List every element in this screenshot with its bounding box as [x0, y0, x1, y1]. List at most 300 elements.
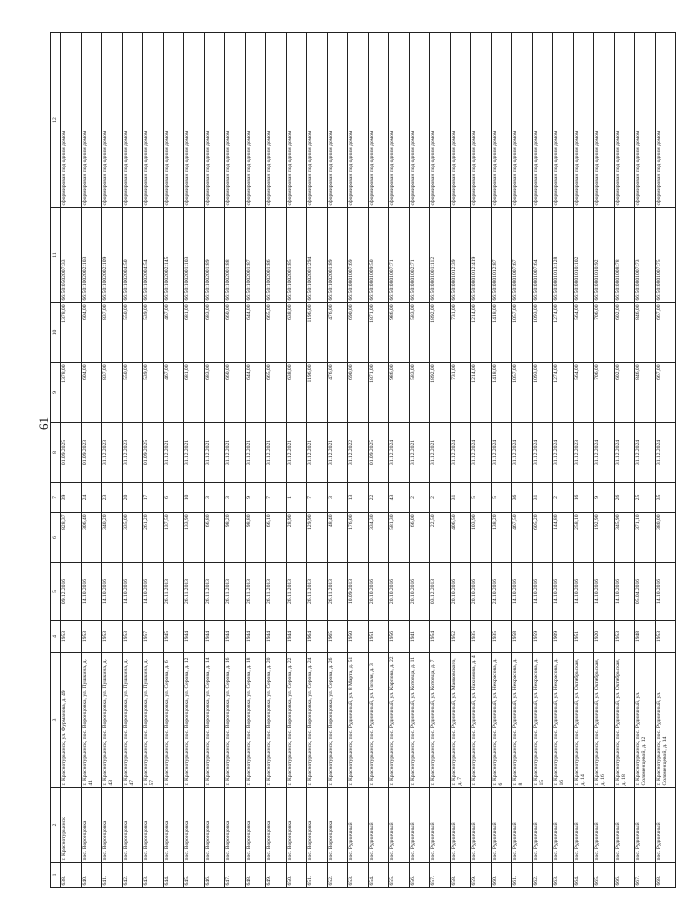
cell-cadastral-number: 66:50:1002001:294 [307, 208, 328, 303]
cell-settlement: пос. Рудничный [532, 788, 553, 863]
cell-row-number: 664. [573, 863, 594, 888]
cell-date: 09.12.2016 [61, 563, 82, 621]
cell-deadline: 01.09.2025 [368, 423, 389, 483]
cell-deadline: 31.12.2023 [122, 423, 143, 483]
cell-address: г. Краснотурьинск, пос. Воронцовка, ул. Серова, д. 24 [307, 653, 328, 788]
cell-settlement: г. Краснотурьинск [61, 788, 82, 863]
cell-residents: 43 [389, 483, 410, 513]
cell-deadline: 31.12.2023 [573, 423, 594, 483]
cell-row-number: 645. [184, 863, 205, 888]
cell-address: г. Краснотурьинск, пос. Рудничный, ул. Гоголя, д. 3 [368, 653, 389, 788]
cell-area: 605,20 [532, 513, 553, 563]
cell-cost-b: 731,00 [450, 303, 471, 363]
cell-cost-b: 602,00 [614, 303, 635, 363]
cell-deadline: 31.12.2021 [163, 423, 184, 483]
cell-date: 26.11.2013 [266, 563, 287, 621]
cell-date: 26.11.2013 [307, 563, 328, 621]
cell-area: 406,50 [450, 513, 471, 563]
cell-date: 26.11.2013 [327, 563, 348, 621]
cell-note: сформирован под одним домом [245, 33, 266, 208]
cell-note: сформирован под одним домом [348, 33, 369, 208]
cell-cost-b: 667,00 [655, 303, 676, 363]
cell-address: г. Краснотурьинск, пос. Воронцовка, ул. Серова, д. 12 [184, 653, 205, 788]
cell-address: г. Краснотурьинск, пос. Рудничный, ул. Октябрьская, д. 18 [614, 653, 635, 788]
cell-settlement: пос. Рудничный [430, 788, 451, 863]
cell-cost-a: 1093,00 [532, 363, 553, 423]
cell-deadline: 31.12.2021 [266, 423, 287, 483]
cell-row-number: 649. [266, 863, 287, 888]
cell-address: г. Краснотурьинск, пос. Воронцовка, ул. Серова, д. 16 [225, 653, 246, 788]
cell-residents: 31 [532, 483, 553, 513]
cell-address: г. Краснотурьинск, пос. Воронцовка, ул. Пушкина, д. 57 [143, 653, 164, 788]
cell-address: г. Краснотурьинск, пос. Воронцовка, ул. Серова, д. 6 [163, 653, 184, 788]
cell-area: 48,40 [327, 513, 348, 563]
column-header: 6 [51, 513, 61, 563]
cell-residents: 9 [245, 483, 266, 513]
table-row [163, 33, 184, 888]
cell-residents: 35 [655, 483, 676, 513]
table-row [491, 33, 512, 888]
cell-row-number: 651. [307, 863, 328, 888]
cell-date: 20.10.2016 [471, 563, 492, 621]
cell-cadastral-number: 66:50:0801010:102 [573, 208, 594, 303]
cell-cadastral-number: 66:50:0801009:50 [368, 208, 389, 303]
cell-build-year: 1956 [389, 621, 410, 653]
cell-deadline: 31.12.2021 [184, 423, 205, 483]
cell-residents: 2 [553, 483, 574, 513]
cell-cost-b: 683,00 [204, 303, 225, 363]
cell-cadastral-number: 66:50:0801013:128 [553, 208, 574, 303]
cell-address: г. Краснотурьинск, пос. Воронцовка, ул. Пушкина, д. 47 [122, 653, 143, 788]
cell-cost-a: 1196,00 [307, 363, 328, 423]
cell-build-year: 1941 [409, 621, 430, 653]
cell-cadastral-number: 66:50:0801002:71 [409, 208, 430, 303]
column-header: 3 [51, 653, 61, 788]
cell-deadline: 01.09.2023 [81, 423, 102, 483]
cell-deadline: 31.12.2021 [409, 423, 430, 483]
cell-residents: 3 [327, 483, 348, 513]
cell-deadline: 01.09.2025 [61, 423, 82, 483]
cell-cost-a: 638,00 [286, 363, 307, 423]
cell-date: 26.11.2013 [225, 563, 246, 621]
cell-settlement: пос. Рудничный [491, 788, 512, 863]
cell-cost-b: 550,00 [122, 303, 143, 363]
cell-build-year: 1953 [102, 621, 123, 653]
column-header: 7 [51, 483, 61, 513]
cell-settlement: пос. Воронцовка [184, 788, 205, 863]
cell-date: 10.09.2013 [348, 563, 369, 621]
cell-date: 26.11.2013 [245, 563, 266, 621]
cell-cost-b: 604,00 [81, 303, 102, 363]
cell-area: 371,10 [635, 513, 656, 563]
cell-residents: 5 [471, 483, 492, 513]
cell-cost-a: 602,00 [614, 363, 635, 423]
cell-deadline: 31.12.2024 [553, 423, 574, 483]
cell-residents: 20 [122, 483, 143, 513]
cell-residents: 1 [286, 483, 307, 513]
table-row [307, 33, 328, 888]
cell-residents: 3 [204, 483, 225, 513]
cell-cadastral-number: 66:50:0801012:87 [491, 208, 512, 303]
cell-note: сформирован под одним домом [594, 33, 615, 208]
cell-area: 345,90 [614, 513, 635, 563]
cell-row-number: 644. [163, 863, 184, 888]
cell-cost-b: 706,00 [594, 303, 615, 363]
cell-date: 14.10.2016 [102, 563, 123, 621]
cell-address: г. Краснотурьинск, пос. Воронцовка, ул. Серова, д. 26 [327, 653, 348, 788]
cell-cost-b: 690,00 [348, 303, 369, 363]
table-row [184, 33, 205, 888]
cell-note: сформирован под одним домом [81, 33, 102, 208]
cell-date: 20.10.2016 [389, 563, 410, 621]
cell-date: 20.10.2016 [450, 563, 471, 621]
table-row [225, 33, 246, 888]
cell-date: 14.10.2016 [143, 563, 164, 621]
cell-area: 258,10 [573, 513, 594, 563]
table-row [409, 33, 430, 888]
cell-address: г. Краснотурьинск, пос. Рудничный, ул. Некрасова, д. 15 [532, 653, 553, 788]
cell-cadastral-number: 66:50:1002001:88 [225, 208, 246, 303]
cell-area: 828,37 [61, 513, 82, 563]
cell-row-number: 667. [635, 863, 656, 888]
cell-residents: 39 [61, 483, 82, 513]
cell-cost-a: 1057,00 [512, 363, 533, 423]
cell-cost-a: 467,00 [163, 363, 184, 423]
cell-area: 261,20 [143, 513, 164, 563]
cell-settlement: пос. Рудничный [614, 788, 635, 863]
cell-cost-b: 660,00 [225, 303, 246, 363]
cell-address: г. Краснотурьинск, пос. Воронцовка, ул. Серова, д. 18 [245, 653, 266, 788]
cell-area: 340,20 [102, 513, 123, 563]
cell-cost-a: 604,00 [81, 363, 102, 423]
cell-cadastral-number: 66:50:0801007:71 [389, 208, 410, 303]
cell-row-number: 647. [225, 863, 246, 888]
cell-note: сформирован под одним домом [266, 33, 287, 208]
cell-cadastral-number: 66:50:1002001:89 [204, 208, 225, 303]
cell-row-number: 638. [61, 863, 82, 888]
cell-date: 20.10.2016 [409, 563, 430, 621]
cell-cost-a: 986,00 [389, 363, 410, 423]
cell-cost-a: 683,00 [204, 363, 225, 423]
cell-area: 66,10 [266, 513, 287, 563]
cell-cost-a: 1378,00 [61, 363, 82, 423]
cell-cost-a: 1892,00 [430, 363, 451, 423]
cell-cadastral-number: 66:50:1002002:145 [163, 208, 184, 303]
table-row [122, 33, 143, 888]
table-row [245, 33, 266, 888]
cell-build-year: 1944 [225, 621, 246, 653]
cell-cadastral-number: 66:50:1002002:109 [102, 208, 123, 303]
cell-deadline: 31.12.2024 [614, 423, 635, 483]
table-row [143, 33, 164, 888]
cell-residents: 7 [307, 483, 328, 513]
cell-row-number: 653. [348, 863, 369, 888]
cell-address: г. Краснотурьинск, пос. Воронцовка, ул. Пушкина, д. 43 [102, 653, 123, 788]
cell-date: 14.10.2016 [573, 563, 594, 621]
cell-build-year: 1951 [368, 621, 389, 653]
cell-area: 66,80 [204, 513, 225, 563]
cell-row-number: 646. [204, 863, 225, 888]
column-header: 5 [51, 563, 61, 621]
cell-cost-b: 1892,00 [430, 303, 451, 363]
cell-row-number: 663. [553, 863, 574, 888]
cell-cost-a: 583,00 [409, 363, 430, 423]
table-row [389, 33, 410, 888]
cell-settlement: пос. Воронцовка [307, 788, 328, 863]
cell-build-year: 1952 [450, 621, 471, 653]
cell-settlement: пос. Рудничный [368, 788, 389, 863]
cell-note: сформирован под одним домом [225, 33, 246, 208]
cell-cost-b: 1418,00 [491, 303, 512, 363]
cell-date: 26.11.2013 [184, 563, 205, 621]
cell-cadastral-number: 66:50:0801007:69 [348, 208, 369, 303]
cell-date: 14.10.2016 [81, 563, 102, 621]
housing-register-table [50, 32, 676, 888]
cell-residents: 10 [184, 483, 205, 513]
cell-build-year: 1958 [512, 621, 533, 653]
cell-row-number: 650. [286, 863, 307, 888]
cell-cadastral-number: 66:50:0801012:419 [471, 208, 492, 303]
cell-settlement: пос. Воронцовка [225, 788, 246, 863]
cell-area: 335,00 [122, 513, 143, 563]
cell-date: 14.10.2016 [594, 563, 615, 621]
cell-residents: 13 [348, 483, 369, 513]
cell-deadline: 31.12.2021 [286, 423, 307, 483]
cell-row-number: 661. [512, 863, 533, 888]
cell-area: 98,20 [225, 513, 246, 563]
cell-area: 22,50 [430, 513, 451, 563]
table-row [102, 33, 123, 888]
cell-row-number: 652. [327, 863, 348, 888]
cell-cost-b: 644,00 [245, 303, 266, 363]
cell-area: 334,30 [368, 513, 389, 563]
cell-area: 133,90 [184, 513, 205, 563]
cell-residents: 25 [635, 483, 656, 513]
cell-row-number: 643. [143, 863, 164, 888]
cell-note: сформирован под одним домом [573, 33, 594, 208]
cell-date: 05.04.2016 [635, 563, 656, 621]
cell-row-number: 640. [81, 863, 102, 888]
cell-row-number: 658. [450, 863, 471, 888]
table-row [266, 33, 287, 888]
cell-area: 129,90 [307, 513, 328, 563]
cell-cost-a: 1274,00 [553, 363, 574, 423]
cell-cost-a: 644,00 [245, 363, 266, 423]
cell-deadline: 31.12.2021 [307, 423, 328, 483]
cell-cost-a: 690,00 [348, 363, 369, 423]
cell-settlement: пос. Рудничный [471, 788, 492, 863]
cell-cadastral-number: 66:50:0801010:92 [594, 208, 615, 303]
cell-cost-a: 564,00 [573, 363, 594, 423]
cell-residents: 36 [512, 483, 533, 513]
cell-cadastral-number: 66:50:1002001:85 [286, 208, 307, 303]
cell-date: 14.10.2016 [655, 563, 676, 621]
cell-date: 14.10.2016 [122, 563, 143, 621]
cell-build-year: 1944 [286, 621, 307, 653]
cell-cost-a: 550,00 [122, 363, 143, 423]
cell-cost-a: 476,00 [327, 363, 348, 423]
cell-settlement: пос. Воронцовка [245, 788, 266, 863]
cell-date: 26.11.2013 [163, 563, 184, 621]
cell-build-year: 1945 [163, 621, 184, 653]
cell-area: 380,00 [655, 513, 676, 563]
cell-build-year: 1957 [143, 621, 164, 653]
cell-deadline: 31.12.2022 [348, 423, 369, 483]
cell-area: 138,20 [491, 513, 512, 563]
cell-area: 66,00 [409, 513, 430, 563]
table-row [614, 33, 635, 888]
cell-cost-a: 1214,00 [471, 363, 492, 423]
table-row [594, 33, 615, 888]
cell-build-year: 1964 [307, 621, 328, 653]
cell-date: 14.10.2016 [553, 563, 574, 621]
cell-residents: 6 [163, 483, 184, 513]
cell-cadastral-number: 66:50:1002004:50 [122, 208, 143, 303]
cell-settlement: пос. Воронцовка [163, 788, 184, 863]
cell-settlement: пос. Рудничный [655, 788, 676, 863]
cell-residents: 24 [81, 483, 102, 513]
cell-build-year: 1944 [184, 621, 205, 653]
cell-address: г. Краснотурьинск, ул. Фурманова, д. 49 [61, 653, 82, 788]
cell-cost-a: 660,00 [225, 363, 246, 423]
cell-residents: 5 [491, 483, 512, 513]
cell-note: сформирован под одним домом [553, 33, 574, 208]
table-row [61, 33, 82, 888]
cell-date: 14.10.2016 [532, 563, 553, 621]
cell-build-year: 1953 [655, 621, 676, 653]
cell-build-year: 1920 [594, 621, 615, 653]
cell-cost-b: 638,00 [286, 303, 307, 363]
cell-address: г. Краснотурьинск, пос. Рудничный, ул. Котовца, д. 7 [430, 653, 451, 788]
cell-residents: 3 [225, 483, 246, 513]
cell-address: г. Краснотурьинск, пос. Воронцовка, ул. Серова, д. 22 [286, 653, 307, 788]
cell-row-number: 660. [491, 863, 512, 888]
cell-residents: 31 [450, 483, 471, 513]
cell-address: г. Краснотурьинск, пос. Воронцовка, ул. Серова, д. 20 [266, 653, 287, 788]
cell-settlement: пос. Рудничный [409, 788, 430, 863]
cell-deadline: 31.12.2024 [512, 423, 533, 483]
cell-settlement: пос. Воронцовка [286, 788, 307, 863]
cell-row-number: 666. [614, 863, 635, 888]
cell-build-year: 1953 [614, 621, 635, 653]
cell-row-number: 641. [102, 863, 123, 888]
cell-cadastral-number: 66:50:0801007:64 [532, 208, 553, 303]
cell-settlement: пос. Воронцовка [122, 788, 143, 863]
cell-build-year: 1935 [491, 621, 512, 653]
column-header: 9 [51, 363, 61, 423]
cell-cost-b: 583,00 [409, 303, 430, 363]
cell-deadline: 31.12.2021 [225, 423, 246, 483]
cell-settlement: пос. Рудничный [553, 788, 574, 863]
cell-date: 14.10.2016 [512, 563, 533, 621]
table-row [471, 33, 492, 888]
table-row [532, 33, 553, 888]
cell-address: г. Краснотурьинск, пос. Рудничный, ул. Соломенцевой, д. 12 [635, 653, 656, 788]
cell-settlement: пос. Воронцовка [102, 788, 123, 863]
cell-cost-b: 665,00 [266, 303, 287, 363]
cell-note: сформирован под одним домом [655, 33, 676, 208]
cell-cost-a: 665,00 [266, 363, 287, 423]
cell-cost-b: 467,00 [163, 303, 184, 363]
cell-cost-a: 706,00 [594, 363, 615, 423]
cell-row-number: 655. [389, 863, 410, 888]
cell-address: г. Краснотурьинск, пос. Воронцовка, ул. Серова, д. 14 [204, 653, 225, 788]
cell-build-year: 1951 [573, 621, 594, 653]
table-row [286, 33, 307, 888]
cell-row-number: 654. [368, 863, 389, 888]
cell-settlement: пос. Воронцовка [143, 788, 164, 863]
cell-residents: 22 [368, 483, 389, 513]
cell-deadline: 31.12.2024 [635, 423, 656, 483]
cell-note: сформирован под одним домом [327, 33, 348, 208]
cell-note: сформирован под одним домом [204, 33, 225, 208]
cell-row-number: 665. [594, 863, 615, 888]
cell-build-year: 1954 [430, 621, 451, 653]
cell-build-year: 1944 [245, 621, 266, 653]
cell-area: 192,90 [594, 513, 615, 563]
cell-settlement: пос. Рудничный [573, 788, 594, 863]
column-header: 2 [51, 788, 61, 863]
cell-settlement: пос. Рудничный [450, 788, 471, 863]
cell-row-number: 662. [532, 863, 553, 888]
cell-build-year: 1965 [327, 621, 348, 653]
cell-address: г. Краснотурьинск, пос. Воронцовка, ул. Пушкина, д. 41 [81, 653, 102, 788]
cell-cadastral-number: 66:50:0502007:33 [61, 208, 82, 303]
column-header: 11 [51, 208, 61, 303]
cell-deadline: 31.12.2021 [204, 423, 225, 483]
cell-row-number: 657. [430, 863, 451, 888]
cell-note: сформирован под одним домом [184, 33, 205, 208]
page-number: 61 [36, 417, 51, 430]
cell-residents: 2 [430, 483, 451, 513]
cell-note: сформирован под одним домом [122, 33, 143, 208]
table-row [348, 33, 369, 888]
cell-cadastral-number: 66:50:0801007:75 [655, 208, 676, 303]
rotated-table-container [50, 33, 668, 888]
cell-note: сформирован под одним домом [102, 33, 123, 208]
cell-cadastral-number: 66:50:1002004:54 [143, 208, 164, 303]
cell-address: г. Краснотурьинск, пос. Рудничный, ул. Соломенцевой, д. 14 [655, 653, 676, 788]
cell-cadastral-number: 66:50:0801007:67 [512, 208, 533, 303]
cell-cost-b: 1093,00 [532, 303, 553, 363]
cell-cost-b: 846,00 [635, 303, 656, 363]
table-row [635, 33, 656, 888]
cell-note: сформирован под одним домом [614, 33, 635, 208]
cell-address: г. Краснотурьинск, пос. Рудничный, ул. Котовца, д. 11 [409, 653, 430, 788]
cell-address: г. Краснотурьинск, пос. Рудничный, ул. Маяковского, д. 7 [450, 653, 471, 788]
cell-cost-b: 1274,00 [553, 303, 574, 363]
cell-cost-a: 1418,00 [491, 363, 512, 423]
cell-address: г. Краснотурьинск, пос. Рудничный, ул. Нахимова, д. 4 [471, 653, 492, 788]
table-row [553, 33, 574, 888]
cell-deadline: 31.12.2023 [102, 423, 123, 483]
cell-address: г. Краснотурьинск, пос. Рудничный, ул. Некрасова, д. 8 [512, 653, 533, 788]
cell-build-year: 1909 [553, 621, 574, 653]
cell-build-year: 1935 [471, 621, 492, 653]
cell-cadastral-number: 66:50:0801008:78 [614, 208, 635, 303]
cell-cost-b: 539,00 [143, 303, 164, 363]
cell-date: 26.11.2013 [286, 563, 307, 621]
cell-cost-b: 837,00 [102, 303, 123, 363]
cell-deadline: 31.12.2024 [389, 423, 410, 483]
cell-date: 26.11.2013 [204, 563, 225, 621]
table-row [368, 33, 389, 888]
cell-cost-b: 1378,00 [61, 303, 82, 363]
cell-deadline: 31.12.2024 [594, 423, 615, 483]
cell-cost-b: 1057,00 [512, 303, 533, 363]
cell-settlement: пос. Воронцовка [204, 788, 225, 863]
cell-area: 306,40 [81, 513, 102, 563]
